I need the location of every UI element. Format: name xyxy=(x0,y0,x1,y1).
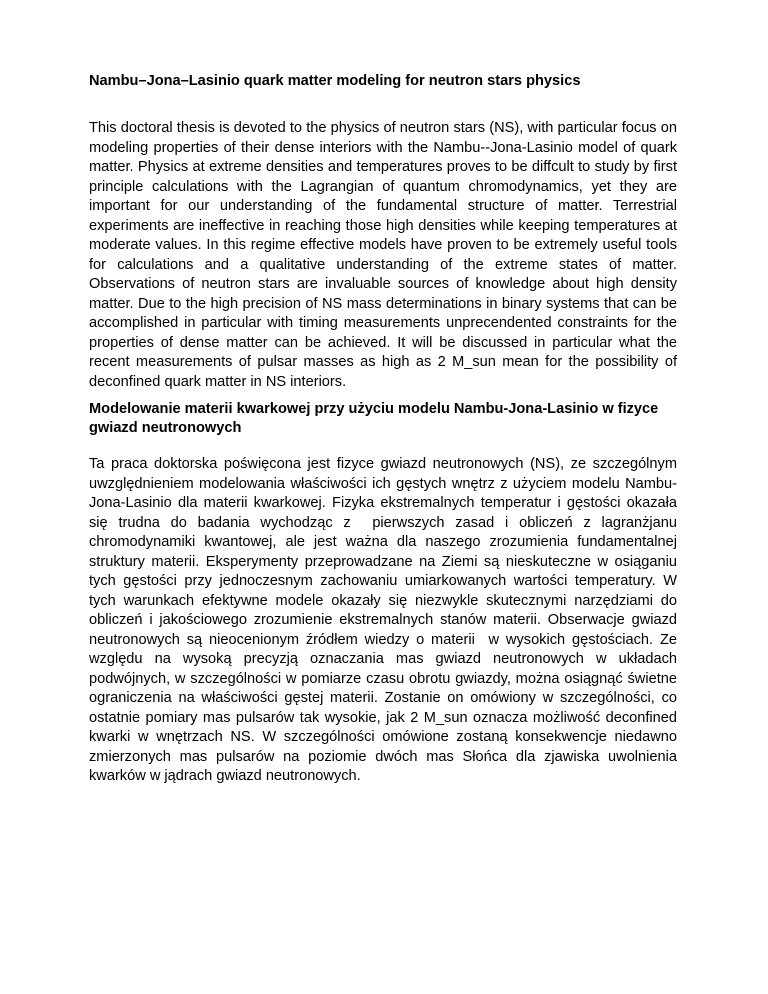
english-abstract: This doctoral thesis is devoted to the physics of neutron stars (NS), with particular focus on modeling properties of their dense interiors with the Nambu--Jona-Lasinio model of quark matter. Physics at extreme densities and temperatures proves to be diffcult to study by first principle calculations with the Lagrangian of quantum chromodynamics, yet they are important for our understanding of the fundamental structure of matter. Terrestrial experiments are ineffective in reaching those high densities while keeping temperatures at moderate values. In this regime effective models have proven to be extremely useful tools for calculations and a qualitative understanding of the extreme states of matter. Observations of neutron stars are invaluable sources of knowledge about high density matter. Due to the high precision of NS mass determinations in binary systems that can be accomplished in particular with timing measurements unprecendented constraints for the properties of dense matter can be achieved. It will be discussed in particular what the recent measurements of pulsar masses as high as 2 M_sun mean for the possibility of deconfined quark matter in NS interiors. xyxy=(89,120,682,390)
polish-section xyxy=(89,400,682,787)
english-title: Nambu–Jona–Lasinio quark matter modeling for neutron stars physics xyxy=(89,73,581,89)
english-section xyxy=(89,72,682,392)
polish-abstract: Ta praca doktorska poświęcona jest fizyce gwiazd neutronowych (NS), ze szczególnym uwzględnieniem modelowania właściwości ich gęstych wnętrz z użyciem modelu Nambu-Jona-Lasinio dla materii kwarkowej. Fizyka ekstremalnych temperatur i gęstości okazała się trudna do badania wychodząc z pierwszych zasad i obliczeń z lagranżjanu chromodynamiki kwantowej, ale jest ważna dla naszego zrozumienia fundamentalnej struktury materii. Eksperymenty przeprowadzane na Ziemi są nieskuteczne w osiąganiu tych gęstości przy jednoczesnym zachowaniu umiarkowanych wartości temperatury. W tych warunkach efektywne modele okazały się niezwykle skutecznymi narzędziami do obliczeń i jakościowego zrozumienie ekstremalnych stanów materii. Obserwacje gwiazd neutronowych są nieocenionym źródłem wiedzy o materii w wysokich gęstościach. Ze względu na wysoką precyzją oznaczania mas gwiazd neutronowych w układach podwójnych, w szczególności w pomiarze czasu obrotu gwiazdy, można osiągnąć świetne ograniczenia na właściwości gęstej materii. Zostanie on omówiony w szczególności, co ostatnie pomiary mas pulsarów tak wysokie, jak 2 M_sun oznacza możliwość deconfined kwarki w wnętrzach NS. W szczególności omówione zostaną konsekwencje niedawno zmierzonych mas pulsarów na poziomie dwóch mas Słońca dla zjawiska uwolnienia kwarków w jądrach gwiazd neutronowych. xyxy=(89,456,682,784)
polish-title: Modelowanie materii kwarkowej przy użyciu modelu Nambu-Jona-Lasinio w fizyce gwiazd neutronowych xyxy=(89,401,659,436)
